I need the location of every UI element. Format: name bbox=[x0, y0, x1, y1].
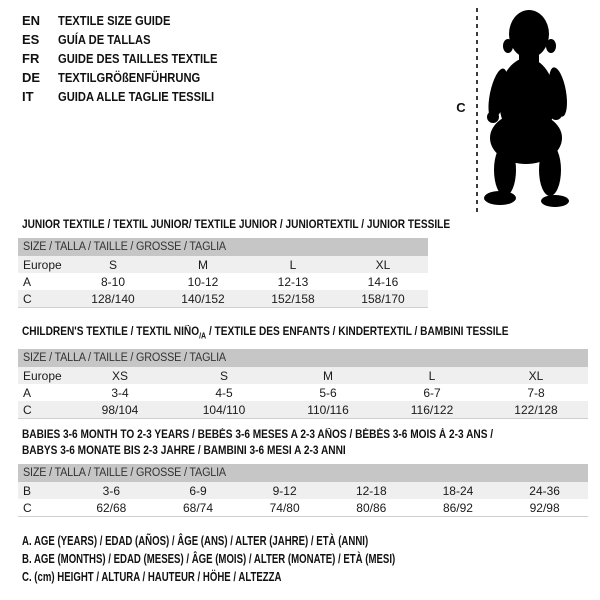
size-table bbox=[18, 367, 588, 419]
size-cell: 110/116 bbox=[307, 402, 349, 417]
size-cell: S bbox=[108, 257, 117, 272]
size-header-bar bbox=[18, 238, 428, 256]
size-cell: 9-12 bbox=[272, 483, 297, 498]
size-header-text: SIZE / TALLA / TAILLE / GRÖSSE / TAGLIA bbox=[23, 352, 226, 365]
size-cell: 6-9 bbox=[189, 483, 207, 498]
table-row bbox=[18, 401, 588, 419]
size-cell: XL bbox=[528, 368, 544, 383]
babies-size-table bbox=[18, 482, 588, 517]
language-code: EN bbox=[22, 13, 41, 28]
childrens-size-table bbox=[18, 367, 588, 419]
table-title bbox=[18, 324, 588, 344]
size-header-bar bbox=[18, 349, 588, 367]
size-cell: 4-5 bbox=[215, 385, 233, 400]
language-code: FR bbox=[22, 51, 40, 66]
footnote-b: B. AGE (MONTHS) / EDAD (MESES) / ÂGE (MOIS) / ALTER (MONATE) / ETÀ (MESI) bbox=[22, 552, 396, 566]
table-title bbox=[18, 217, 451, 233]
language-code: IT bbox=[22, 89, 34, 104]
row-label: Europe bbox=[23, 368, 62, 383]
size-cell: L bbox=[428, 368, 436, 383]
footnote-a: A. AGE (YEARS) / EDAD (AÑOS) / ÂGE (ANS) / ALTER (JAHRE) / ETÀ (ANNI) bbox=[22, 534, 369, 548]
junior-textile-section bbox=[18, 217, 451, 308]
language-code: ES bbox=[22, 32, 40, 47]
size-cell: 10-12 bbox=[187, 274, 219, 289]
size-cell: 14-16 bbox=[367, 274, 399, 289]
size-cell: 3-4 bbox=[111, 385, 129, 400]
language-row-es bbox=[22, 30, 243, 49]
language-code: DE bbox=[22, 70, 41, 85]
size-cell: 152/158 bbox=[271, 291, 315, 306]
size-cell: 18-24 bbox=[442, 483, 474, 498]
height-measure-dotted-line bbox=[476, 8, 478, 213]
size-cell: 86/92 bbox=[442, 500, 473, 515]
size-cell: 80/86 bbox=[356, 500, 387, 515]
table-row bbox=[18, 256, 428, 273]
table-title-text: / TEXTILE DES ENFANTS / KINDERTEXTIL / BAMBINI TESSILE bbox=[206, 326, 509, 338]
size-header-text: SIZE / TALLA / TAILLE / GRÖSSE / TAGLIA bbox=[23, 467, 226, 479]
table-row bbox=[18, 367, 588, 384]
size-cell: 122/128 bbox=[514, 402, 558, 417]
size-header-bar bbox=[18, 464, 588, 482]
language-header bbox=[22, 11, 243, 106]
table-title-line2: BABYS 3-6 MONATE BIS 2-3 JAHRE / BAMBINI 3-6 MESI A 2-3 ANNI bbox=[22, 445, 346, 457]
legend-footnotes bbox=[22, 532, 507, 586]
size-cell: 3-6 bbox=[102, 483, 120, 498]
size-table bbox=[18, 482, 588, 517]
table-title-text: CHILDREN'S TEXTILE / TEXTIL NIÑO bbox=[22, 326, 200, 338]
childrens-textile-section bbox=[18, 324, 588, 419]
language-title: GUIDE DES TAILLES TEXTILE bbox=[58, 51, 218, 66]
table-title-text: BABIES 3-6 MONTH TO 2-3 YEARS / BEBÉS 3-6 MESES A 2-3 AÑOS / BÉBÉS 3-6 MOIS À 2-3 ANS / bbox=[22, 429, 494, 441]
table-row bbox=[18, 482, 588, 499]
size-cell: 74/80 bbox=[269, 500, 300, 515]
row-label: C bbox=[23, 291, 32, 306]
size-header-text: SIZE / TALLA / TAILLE / GRÖSSE / TAGLIA bbox=[23, 241, 226, 253]
size-cell: 12-18 bbox=[355, 483, 387, 498]
language-title: GUIDA ALLE TAGLIE TESSILI bbox=[58, 89, 215, 104]
language-row-fr bbox=[22, 49, 243, 68]
language-title: TEXTILE SIZE GUIDE bbox=[58, 13, 171, 28]
height-measure-label: C bbox=[456, 100, 466, 115]
row-label: A bbox=[23, 274, 32, 289]
size-cell: 62/68 bbox=[96, 500, 127, 515]
table-row bbox=[18, 273, 428, 290]
babies-textile-section bbox=[18, 427, 588, 517]
size-cell: 24-36 bbox=[529, 483, 560, 498]
size-cell: 116/122 bbox=[410, 402, 454, 417]
size-cell: 104/110 bbox=[202, 402, 246, 417]
baby-silhouette-icon bbox=[483, 8, 589, 210]
size-cell: 98/104 bbox=[101, 402, 139, 417]
table-title bbox=[18, 427, 588, 459]
language-row-en bbox=[22, 11, 243, 30]
table-title-text: JUNIOR TEXTILE / TEXTIL JUNIOR/ TEXTILE JUNIOR / JUNIORTEXTIL / JUNIOR TESSILE bbox=[22, 219, 451, 231]
footnote-c: C. (cm) HEIGHT / ALTURA / HAUTEUR / HÖHE / ALTEZZA bbox=[22, 570, 282, 584]
size-cell: 128/140 bbox=[91, 291, 135, 306]
table-row bbox=[18, 384, 588, 401]
language-title: TEXTILGRÖßENFÜHRUNG bbox=[58, 70, 201, 85]
language-row-de bbox=[22, 68, 243, 87]
size-cell: 5-6 bbox=[319, 385, 337, 400]
table-row bbox=[18, 290, 428, 308]
row-label: C bbox=[23, 500, 32, 515]
size-cell: 92/98 bbox=[529, 500, 560, 515]
size-cell: 158/170 bbox=[361, 291, 405, 306]
size-cell: XL bbox=[375, 257, 391, 272]
language-row-it bbox=[22, 87, 243, 106]
size-cell: 68/74 bbox=[182, 500, 213, 515]
junior-size-table bbox=[18, 256, 428, 308]
size-cell: S bbox=[219, 368, 228, 383]
language-title: GUÍA DE TALLAS bbox=[58, 32, 151, 47]
size-cell: 7-8 bbox=[527, 385, 545, 400]
size-cell: XS bbox=[111, 368, 128, 383]
row-label: A bbox=[23, 385, 32, 400]
row-label: B bbox=[23, 483, 32, 498]
size-cell: 12-13 bbox=[277, 274, 309, 289]
table-title-subscript: /A bbox=[199, 331, 207, 341]
size-cell: M bbox=[198, 257, 208, 272]
size-table bbox=[18, 256, 428, 308]
size-cell: 8-10 bbox=[100, 274, 126, 289]
row-label: C bbox=[23, 402, 32, 417]
row-label: Europe bbox=[23, 257, 62, 272]
size-cell: 6-7 bbox=[423, 385, 441, 400]
table-row bbox=[18, 499, 588, 517]
size-cell: M bbox=[323, 368, 333, 383]
size-cell: L bbox=[289, 257, 297, 272]
size-cell: 140/152 bbox=[181, 291, 225, 306]
